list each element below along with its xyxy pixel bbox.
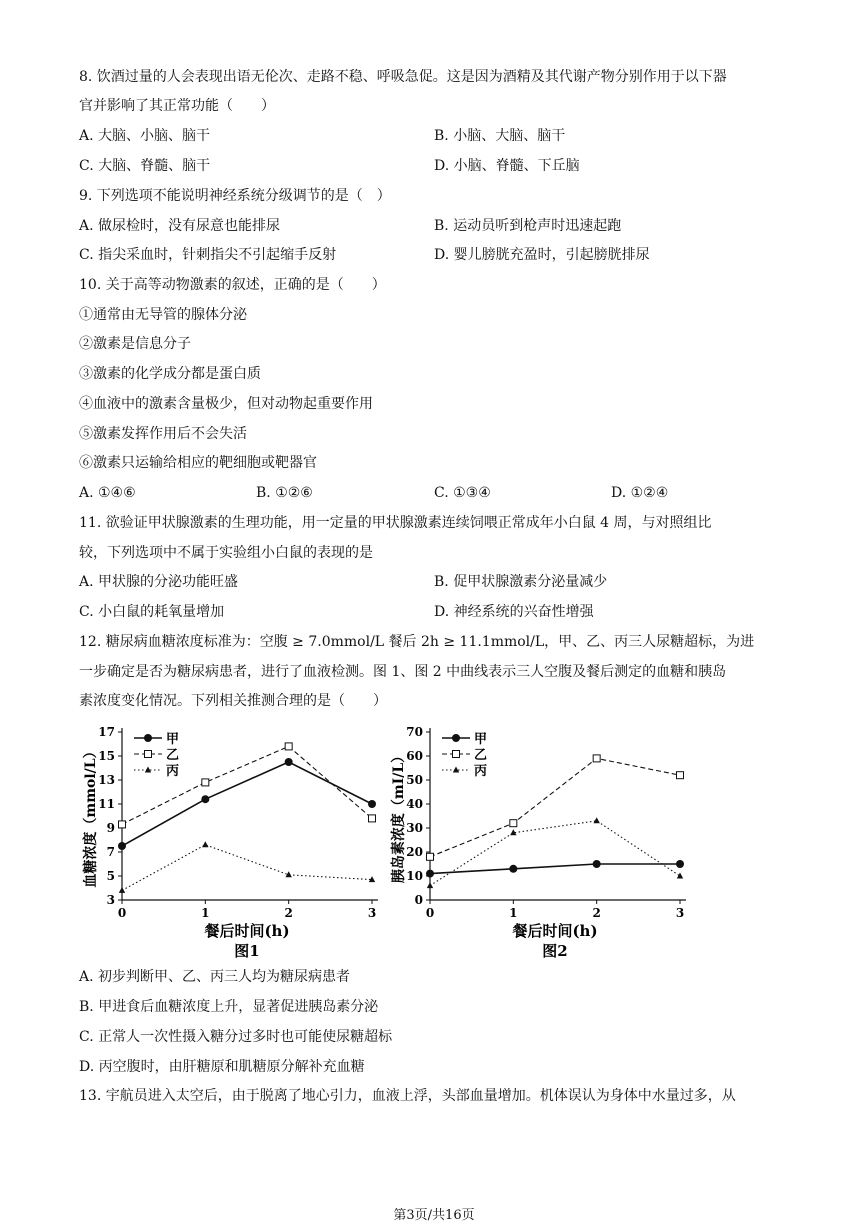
data-point-丙 (202, 841, 208, 847)
legend-label-甲: 甲 (474, 732, 488, 747)
data-point-乙 (202, 779, 209, 786)
q8-option-c: C. 大脑、脊髓、脑干 (79, 158, 211, 174)
y-tick-label: 15 (98, 749, 115, 763)
q11-stem-line1: 11. 欲验证甲状腺激素的生理功能，用一定量的甲状腺激素连续饲喂正常成年小白鼠 4 周，与对照组比 (79, 515, 712, 531)
data-point-乙 (510, 820, 517, 827)
q9-option-c: C. 指尖采血时，针刺指尖不引起缩手反射 (79, 247, 337, 263)
series-line-乙 (122, 746, 372, 824)
data-point-乙 (119, 821, 126, 828)
y-tick-label: 5 (106, 869, 115, 883)
legend-label-乙: 乙 (166, 748, 180, 763)
x-axis-label: 餐后时间(h) (512, 922, 598, 940)
y-tick-label: 3 (106, 893, 115, 907)
q10-statement-3: ③激素的化学成分都是蛋白质 (79, 366, 261, 382)
x-tick-label: 3 (367, 906, 377, 920)
q12-option-b: B. 甲进食后血糖浓度上升，显著促进胰岛素分泌 (79, 999, 379, 1015)
q12-stem-line2: 一步确定是否为糖尿病患者，进行了血液检测。图 1、图 2 中曲线表示三人空腹及餐后测定的血糖和胰岛 (79, 664, 727, 680)
legend-label-丙: 丙 (166, 764, 180, 779)
legend-marker-甲 (144, 734, 152, 742)
y-tick-label: 17 (98, 725, 115, 739)
y-tick-label: 50 (406, 773, 423, 787)
q12-stem-line1: 12. 糖尿病血糖浓度标准为：空腹 ≥ 7.0mmol/L 餐后 2h ≥ 11.1mmol/L，甲、乙、丙三人尿糖超标，为进 (79, 634, 755, 650)
y-axis-label: 胰岛素浓度（mI/L） (391, 748, 407, 884)
y-tick-label: 13 (98, 773, 115, 787)
q9-option-d: D. 婴儿膀胱充盈时，引起膀胱排尿 (434, 247, 650, 263)
q11-option-d: D. 神经系统的兴奋性增强 (434, 604, 594, 620)
y-tick-label: 20 (406, 845, 423, 859)
data-point-丙 (677, 873, 683, 879)
y-tick-label: 40 (406, 797, 423, 811)
data-point-甲 (118, 842, 126, 850)
data-point-乙 (427, 853, 434, 860)
series-line-乙 (430, 758, 680, 856)
data-point-甲 (426, 870, 434, 878)
figure-1-blood-glucose-chart (78, 718, 398, 962)
q10-option-b: B. ①②⑥ (256, 485, 313, 501)
q12-option-c: C. 正常人一次性摄入糖分过多时也可能使尿糖超标 (79, 1029, 393, 1045)
q10-statement-6: ⑥激素只运输给相应的靶细胞或靶器官 (79, 455, 317, 471)
figure-caption: 图1 (234, 942, 260, 960)
y-tick-label: 60 (406, 749, 423, 763)
q8-option-d: D. 小脑、脊髓、下丘脑 (434, 158, 580, 174)
x-tick-label: 0 (425, 906, 435, 920)
x-tick-label: 0 (117, 906, 127, 920)
y-tick-label: 70 (406, 725, 423, 739)
q8-option-a: A. 大脑、小脑、脑干 (79, 128, 211, 144)
q9-stem: 9. 下列选项不能说明神经系统分级调节的是（ ） (79, 188, 391, 204)
q12-option-a: A. 初步判断甲、乙、丙三人均为糖尿病患者 (79, 969, 351, 985)
y-tick-label: 7 (106, 845, 115, 859)
figure-2-insulin-chart (386, 718, 706, 962)
q10-option-c: C. ①③④ (434, 485, 491, 501)
data-point-乙 (677, 772, 684, 779)
q10-option-a: A. ①④⑥ (79, 485, 136, 501)
q11-stem-line2: 较，下列选项中不属于实验组小白鼠的表现的是 (79, 545, 373, 561)
legend-label-丙: 丙 (474, 764, 488, 779)
series-line-丙 (122, 845, 372, 891)
series-line-甲 (122, 762, 372, 846)
q10-statement-4: ④血液中的激素含量极少，但对动物起重要作用 (79, 396, 373, 412)
q12-option-d: D. 丙空腹时，由肝糖原和肌糖原分解补充血糖 (79, 1059, 365, 1075)
data-point-丙 (119, 887, 125, 893)
figure-caption: 图2 (542, 942, 568, 960)
data-point-甲 (509, 865, 517, 873)
q10-statement-1: ①通常由无导管的腺体分泌 (79, 307, 247, 323)
q8-stem-line1: 8. 饮酒过量的人会表现出语无伦次、走路不稳、呼吸急促。这是因为酒精及其代谢产物分别作用于以下器 (79, 69, 727, 85)
data-point-丙 (593, 817, 599, 823)
q10-statement-5: ⑤激素发挥作用后不会失活 (79, 426, 247, 442)
data-point-乙 (285, 743, 292, 750)
x-tick-label: 1 (509, 906, 518, 920)
q9-option-a: A. 做尿检时，没有尿意也能排尿 (79, 218, 281, 234)
legend-label-甲: 甲 (166, 732, 180, 747)
q13-stem-line1: 13. 宇航员进入太空后，由于脱离了地心引力，血液上浮，头部血量增加。机体误认为身体中水量过多，从 (79, 1088, 736, 1104)
x-tick-label: 2 (284, 906, 293, 920)
y-tick-label: 11 (98, 797, 115, 811)
data-point-甲 (593, 860, 601, 868)
legend-marker-乙 (453, 751, 460, 758)
q8-stem-line2: 官并影响了其正常功能（ ） (79, 98, 275, 114)
q10-stem: 10. 关于高等动物激素的叙述，正确的是（ ） (79, 277, 386, 293)
x-tick-label: 2 (592, 906, 601, 920)
page-footer: 第3页/共16页 (393, 1208, 475, 1223)
y-tick-label: 30 (406, 821, 423, 835)
data-point-甲 (285, 758, 293, 766)
series-line-丙 (430, 821, 680, 886)
series-line-甲 (430, 864, 680, 874)
data-point-甲 (676, 860, 684, 868)
q12-stem-line3: 素浓度变化情况。下列相关推测合理的是（ ） (79, 693, 387, 709)
legend-label-乙: 乙 (474, 748, 488, 763)
x-tick-label: 1 (201, 906, 210, 920)
q11-option-c: C. 小白鼠的耗氧量增加 (79, 604, 225, 620)
q11-option-b: B. 促甲状腺激素分泌量减少 (434, 574, 608, 590)
y-axis-label: 血糖浓度（mmol/L） (83, 744, 99, 888)
q9-option-b: B. 运动员听到枪声时迅速起跑 (434, 218, 622, 234)
legend-marker-乙 (145, 751, 152, 758)
x-tick-label: 3 (675, 906, 685, 920)
y-tick-label: 10 (406, 869, 423, 883)
data-point-乙 (593, 755, 600, 762)
data-point-甲 (368, 800, 376, 808)
q10-option-d: D. ①②④ (611, 485, 669, 501)
data-point-丙 (427, 882, 433, 888)
data-point-乙 (369, 815, 376, 822)
y-tick-label: 0 (414, 893, 423, 907)
data-point-甲 (201, 795, 209, 803)
legend-marker-甲 (452, 734, 460, 742)
x-axis-label: 餐后时间(h) (204, 922, 290, 940)
q10-statement-2: ②激素是信息分子 (79, 336, 191, 352)
y-tick-label: 9 (106, 821, 115, 835)
q11-option-a: A. 甲状腺的分泌功能旺盛 (79, 574, 239, 590)
q8-option-b: B. 小脑、大脑、脑干 (434, 128, 566, 144)
